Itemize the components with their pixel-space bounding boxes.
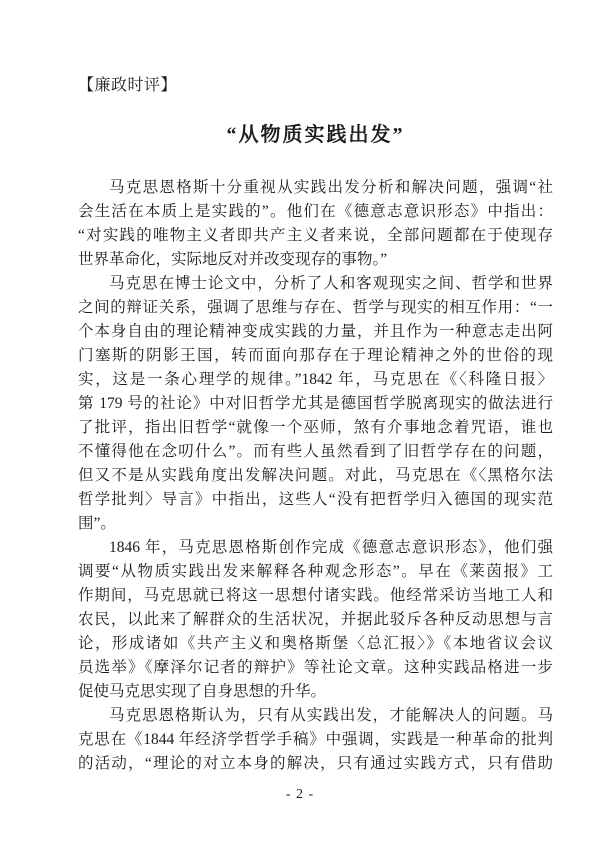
text-line: 农民，以此来了解群众的生活状况，并据此驳斥各种反动思想与言 [78,611,553,628]
text-line: 克思在《1844 年经济学哲学手稿》中强调，实践是一种革命的批判 [78,731,553,748]
text-line: 门塞斯的阴影王国，转而面向那存在于理论精神之外的世俗的现 [78,347,553,364]
text-line: 促使马克思实现了自身思想的升华。 [78,683,327,700]
text-line: 第 179 号的社论》中对旧哲学尤其是德国哲学脱离现实的做法进行 [78,395,553,412]
text-line: 调要“从物质实践出发来解释各种观念形态”。早在《莱茵报》工 [78,563,553,580]
text-line: 世界革命化，实际地反对并改变现存的事物。” [78,251,388,268]
text-line: 员选举》《摩泽尔记者的辩护》等社论文章。这种实践品格进一步 [78,659,553,676]
category-tag: 【廉政时评】 [78,77,178,94]
text-line: 围”。 [78,515,116,532]
text-line: 1846 年，马克思恩格斯创作完成《德意志意识形态》，他们强 [109,539,553,556]
body-text [78,176,553,776]
text-line: 哲学批判〉导言》中指出，这些人“没有把哲学归入德国的现实范 [78,491,553,508]
text-line: “对实践的唯物主义者即共产主义者来说，全部问题都在于使现存 [78,227,553,244]
text-line: 马克思在博士论文中，分析了人和客观现实之间、哲学和世界 [109,275,553,292]
text-line: 了批评，指出旧哲学“就像一个巫师，煞有介事地念着咒语，谁也 [78,419,553,436]
text-line: 实，这是一条心理学的规律。”1842 年，马克思在《〈科隆日报〉 [78,371,553,388]
text-line: 但又不是从实践角度出发解决问题。对此，马克思在《〈黑格尔法 [78,467,553,484]
paragraph [78,176,553,272]
text-line: 个本身自由的理论精神变成实践的力量，并且作为一种意志走出阿 [78,323,553,340]
page-number: - 2 - [285,787,315,802]
paragraph [78,536,553,704]
text-line: 论，形成诸如《共产主义和奥格斯堡〈总汇报〉》《本地省议会议 [78,635,553,652]
text-line: 会生活在本质上是实践的”。他们在《德意志意识形态》中指出： [78,203,553,220]
paragraph [78,704,553,776]
text-line: 马克思恩格斯认为，只有从实践出发，才能解决人的问题。马 [109,707,553,724]
text-line: 作期间，马克思就已将这一思想付诸实践。他经常采访当地工人和 [78,587,553,604]
page-title: “从物质实践出发” [226,124,405,146]
paragraph [78,272,553,536]
text-line: 马克思恩格斯十分重视从实践出发分析和解决问题，强调“社 [109,179,553,196]
text-line: 之间的辩证关系，强调了思维与存在、哲学与现实的相互作用：“一 [78,299,553,316]
text-line: 的活动，“理论的对立本身的解决，只有通过实践方式，只有借助 [78,755,553,772]
text-line: 不懂得他在念叨什么”。而有些人虽然看到了旧哲学存在的问题， [78,443,553,460]
